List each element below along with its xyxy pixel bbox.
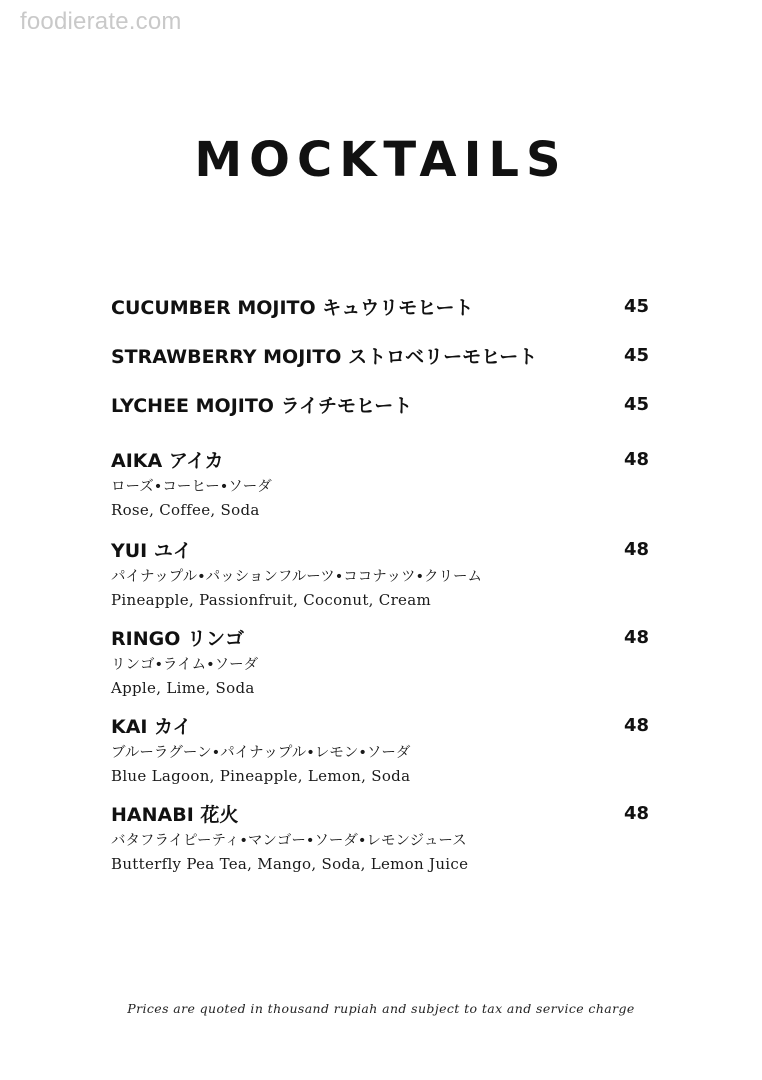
menu-item-price: 48 — [623, 539, 649, 560]
menu-item-lychee-mojito — [111, 394, 651, 418]
watermark: foodierate.com — [20, 8, 182, 35]
menu-item-japanese-ingredients: リンゴ•ライム•ソーダ — [111, 657, 259, 673]
price-disclaimer: Prices are quoted in thousand rupiah and subject to tax and service charge — [127, 1001, 635, 1016]
menu-item-price: 45 — [623, 394, 649, 415]
menu-item-name: LYCHEE MOJITO ライチモヒート — [111, 395, 413, 417]
menu-item-japanese-ingredients: パイナップル•パッションフルーツ•ココナッツ•クリーム — [111, 569, 483, 585]
menu-item-ringo — [111, 627, 651, 698]
menu-item-description: Apple, Lime, Soda — [111, 679, 255, 697]
menu-item-price: 48 — [623, 715, 649, 736]
menu-item-strawberry-mojito — [111, 345, 651, 369]
menu-item-name: CUCUMBER MOJITO キュウリモヒート — [111, 297, 474, 319]
menu-item-name: RINGO リンゴ — [111, 628, 244, 650]
menu-item-yui — [111, 539, 651, 610]
menu-item-japanese-ingredients: ブルーラグーン•パイナップル•レモン•ソーダ — [111, 745, 411, 761]
menu-item-price: 45 — [623, 345, 649, 366]
menu-item-name: HANABI 花火 — [111, 804, 239, 826]
menu-item-kai — [111, 715, 651, 786]
menu-item-description: Pineapple, Passionfruit, Coconut, Cream — [111, 591, 431, 609]
menu-item-cucumber-mojito — [111, 296, 651, 320]
menu-item-aika — [111, 449, 651, 520]
menu-item-name: STRAWBERRY MOJITO ストロベリーモヒート — [111, 346, 538, 368]
menu-item-hanabi — [111, 803, 651, 874]
menu-item-price: 48 — [623, 803, 649, 824]
menu-item-price: 48 — [623, 449, 649, 470]
menu-item-japanese-ingredients: ローズ•コーヒー•ソーダ — [111, 479, 272, 495]
menu-item-name: KAI カイ — [111, 716, 192, 738]
menu-item-japanese-ingredients: バタフライピーティ•マンゴー•ソーダ•レモンジュース — [111, 833, 467, 849]
menu-item-name: AIKA アイカ — [111, 450, 224, 472]
menu-item-description: Rose, Coffee, Soda — [111, 501, 260, 519]
menu-title: MOCKTAILS — [194, 132, 568, 188]
menu-item-description: Blue Lagoon, Pineapple, Lemon, Soda — [111, 767, 411, 785]
menu-item-price: 48 — [623, 627, 649, 648]
menu-item-price: 45 — [623, 296, 649, 317]
menu-item-name: YUI ユイ — [111, 540, 192, 562]
menu-item-description: Butterfly Pea Tea, Mango, Soda, Lemon Juice — [111, 855, 469, 873]
